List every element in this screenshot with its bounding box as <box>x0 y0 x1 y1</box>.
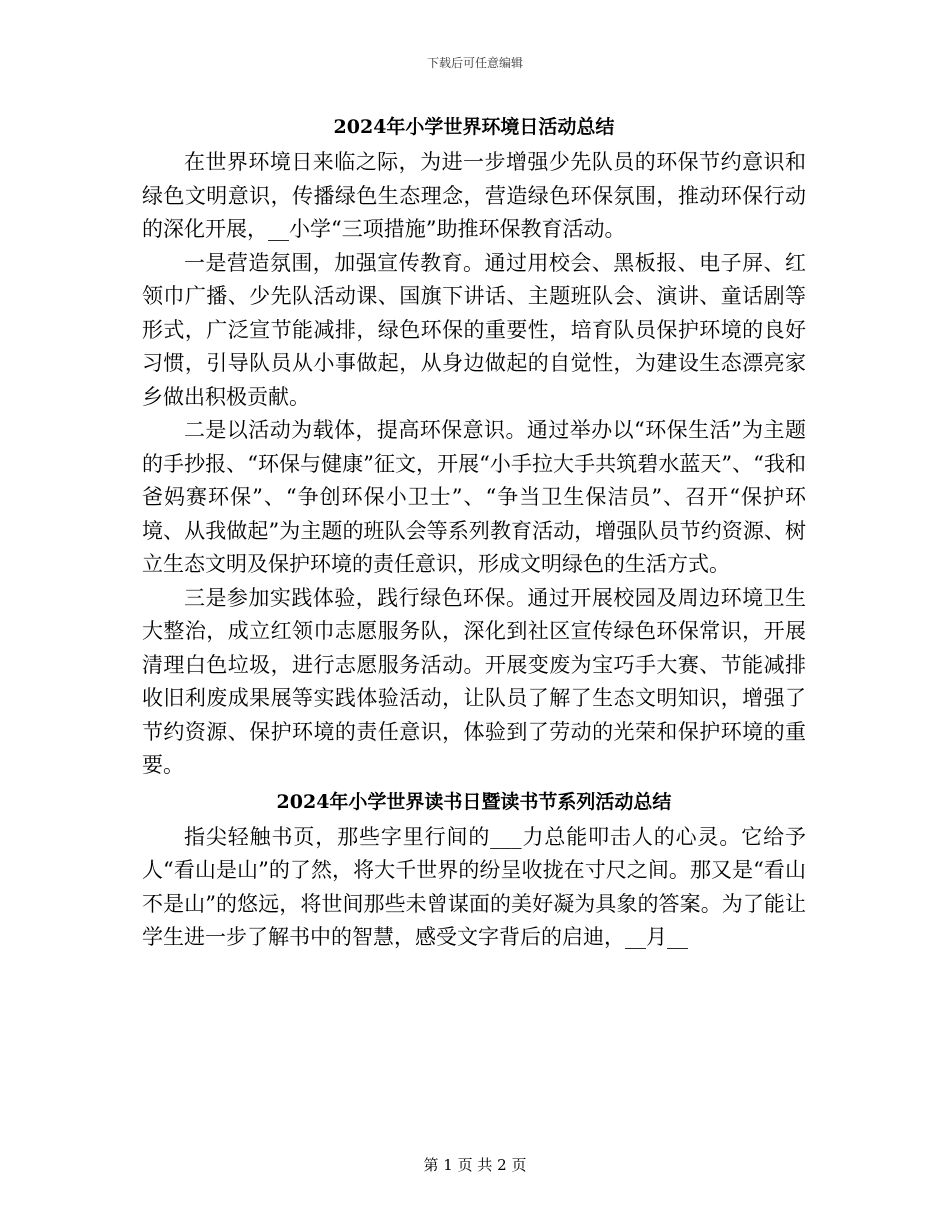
paragraph-intro: 在世界环境日来临之际，为进一步增强少先队员的环保节约意识和绿色文明意识，传播绿色生态理念，营造绿色环保氛围，推动环保行动的深化开展，__小学“三项措施”助推环保教育活动。 <box>142 150 806 241</box>
paragraph-measure-one: 一是营造氛围，加强宣传教育。通过用校会、黑板报、电子屏、红领巾广播、少先队活动课、国旗下讲话、主题班队会、演讲、童话剧等形式，广泛宣节能减排，绿色环保的重要性，培育队员保护环境的良好习惯，引导队员从小事做起，从身边做起的自觉性，为建设生态漂亮家乡做出积极贡献。 <box>142 250 806 409</box>
page-number-footer: 第 1 页 共 2 页 <box>423 1156 527 1174</box>
document-body <box>142 108 806 955</box>
paragraph-measure-three: 三是参加实践体验，践行绿色环保。通过开展校园及周边环境卫生大整治，成立红领巾志愿服务队，深化到社区宣传绿色环保常识，开展清理白色垃圾，进行志愿服务活动。开展变废为宝巧手大赛、节能减排收旧利废成果展等实践体验活动，让队员了解了生态文明知识，增强了节约资源、保护环境的责任意识，体验到了劳动的光荣和保护环境的重要。 <box>142 585 806 777</box>
document-title-reading-day: 2024年小学世界读书日暨读书节系列活动总结 <box>276 790 672 813</box>
paragraph-measure-two: 二是以活动为载体，提高环保意识。通过举办以“环保生活”为主题的手抄报、“环保与健康”征文，开展“小手拉大手共筑碧水蓝天”、“我和爸妈赛环保”、“争创环保小卫士”、“争当卫生保洁员”、召开“保护环境、从我做起”为主题的班队会等系列教育活动，增强队员节约资源、树立生态文明及保护环境的责任意识，形成文明绿色的生活方式。 <box>142 418 806 576</box>
paragraph-reading-intro: 指尖轻触书页，那些字里行间的___力总能叩击人的心灵。它给予人“看山是山”的了然，将大千世界的纷呈收拢在寸尺之间。那又是“看山不是山”的悠远，将世间那些未曾谋面的美好凝为具象的答案。为了能让学生进一步了解书中的智慧，感受文字背后的启迪，__月__ <box>142 824 806 949</box>
document-title-environment-day: 2024年小学世界环境日活动总结 <box>333 116 615 138</box>
header-note: 下载后可任意编辑 <box>426 56 523 70</box>
